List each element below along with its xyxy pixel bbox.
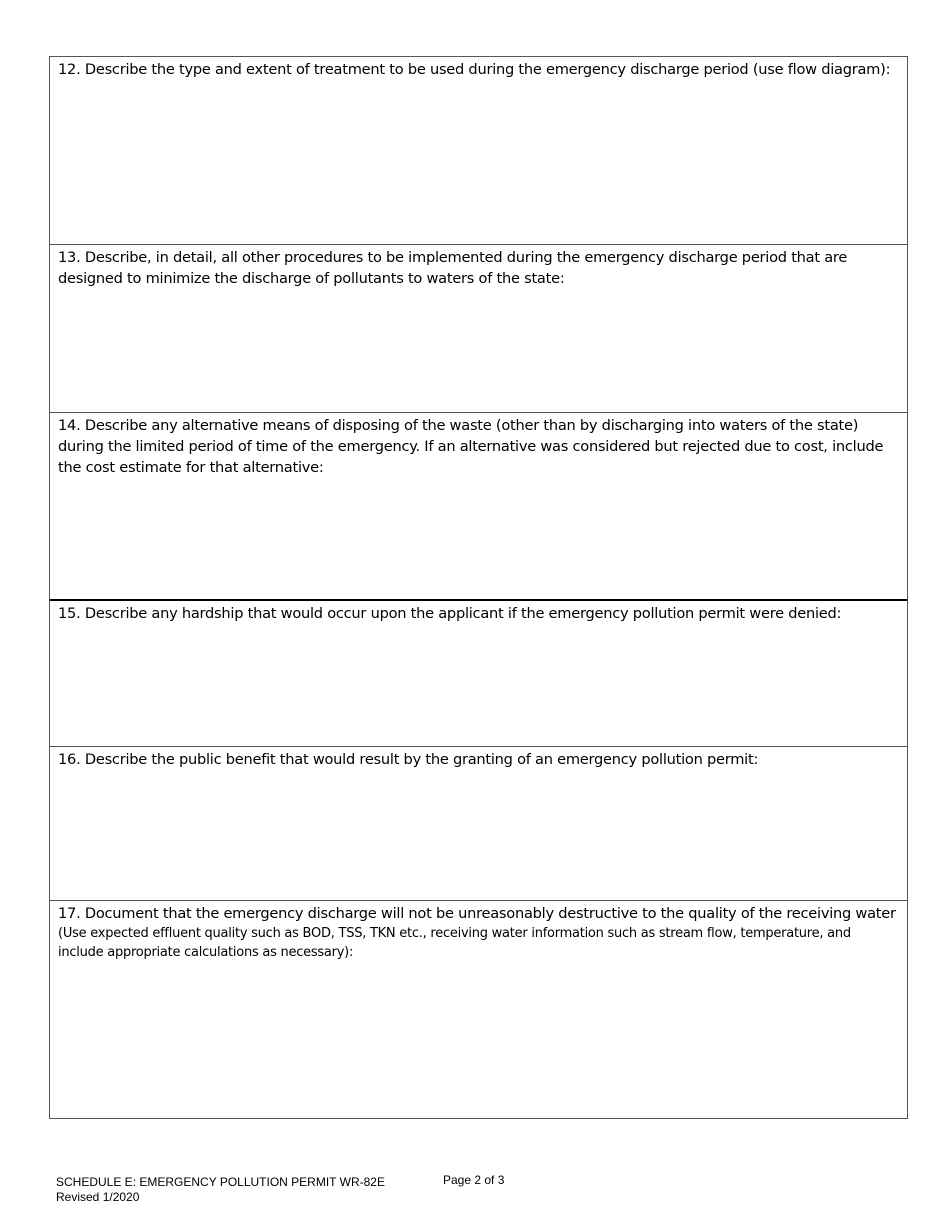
question-13-text: 13. Describe, in detail, all other procedures to be implemented during the emergency discharge period that are designed to minimize the discharge of pollutants to waters of the state:	[58, 249, 848, 287]
question-17-text: 17. Document that the emergency discharge will not be unreasonably destructive to the quality of the receiving water	[58, 905, 896, 922]
question-15-text: 15. Describe any hardship that would occur upon the applicant if the emergency pollution permit were denied:	[58, 605, 842, 622]
question-14-text: 14. Describe any alternative means of disposing of the waste (other than by discharging into waters of the state) during the limited period of time of the emergency. If an alternative was considered but rejected due to cost, include the cost estimate for that alternative:	[58, 417, 884, 476]
question-13-row	[50, 245, 907, 413]
footer-revised: Revised 1/2020	[56, 1190, 140, 1204]
question-16-text: 16. Describe the public benefit that would result by the granting of an emergency pollution permit:	[58, 751, 759, 768]
question-15-row	[50, 601, 907, 747]
footer-form-info	[56, 1175, 385, 1205]
form-table	[49, 56, 908, 1119]
footer-form-name: SCHEDULE E: EMERGENCY POLLUTION PERMIT WR-82E	[56, 1175, 385, 1189]
footer-page-number: Page 2 of 3	[443, 1173, 505, 1187]
question-17-row	[50, 901, 907, 1118]
question-17-subtext: (Use expected effluent quality such as BOD, TSS, TKN etc., receiving water information such as stream flow, temperature, and include appropriate calculations as necessary):	[58, 926, 851, 960]
question-12-row	[50, 57, 907, 245]
question-12-text: 12. Describe the type and extent of treatment to be used during the emergency discharge period (use flow diagram):	[58, 61, 891, 78]
question-14-row	[50, 413, 907, 601]
question-16-row	[50, 747, 907, 901]
